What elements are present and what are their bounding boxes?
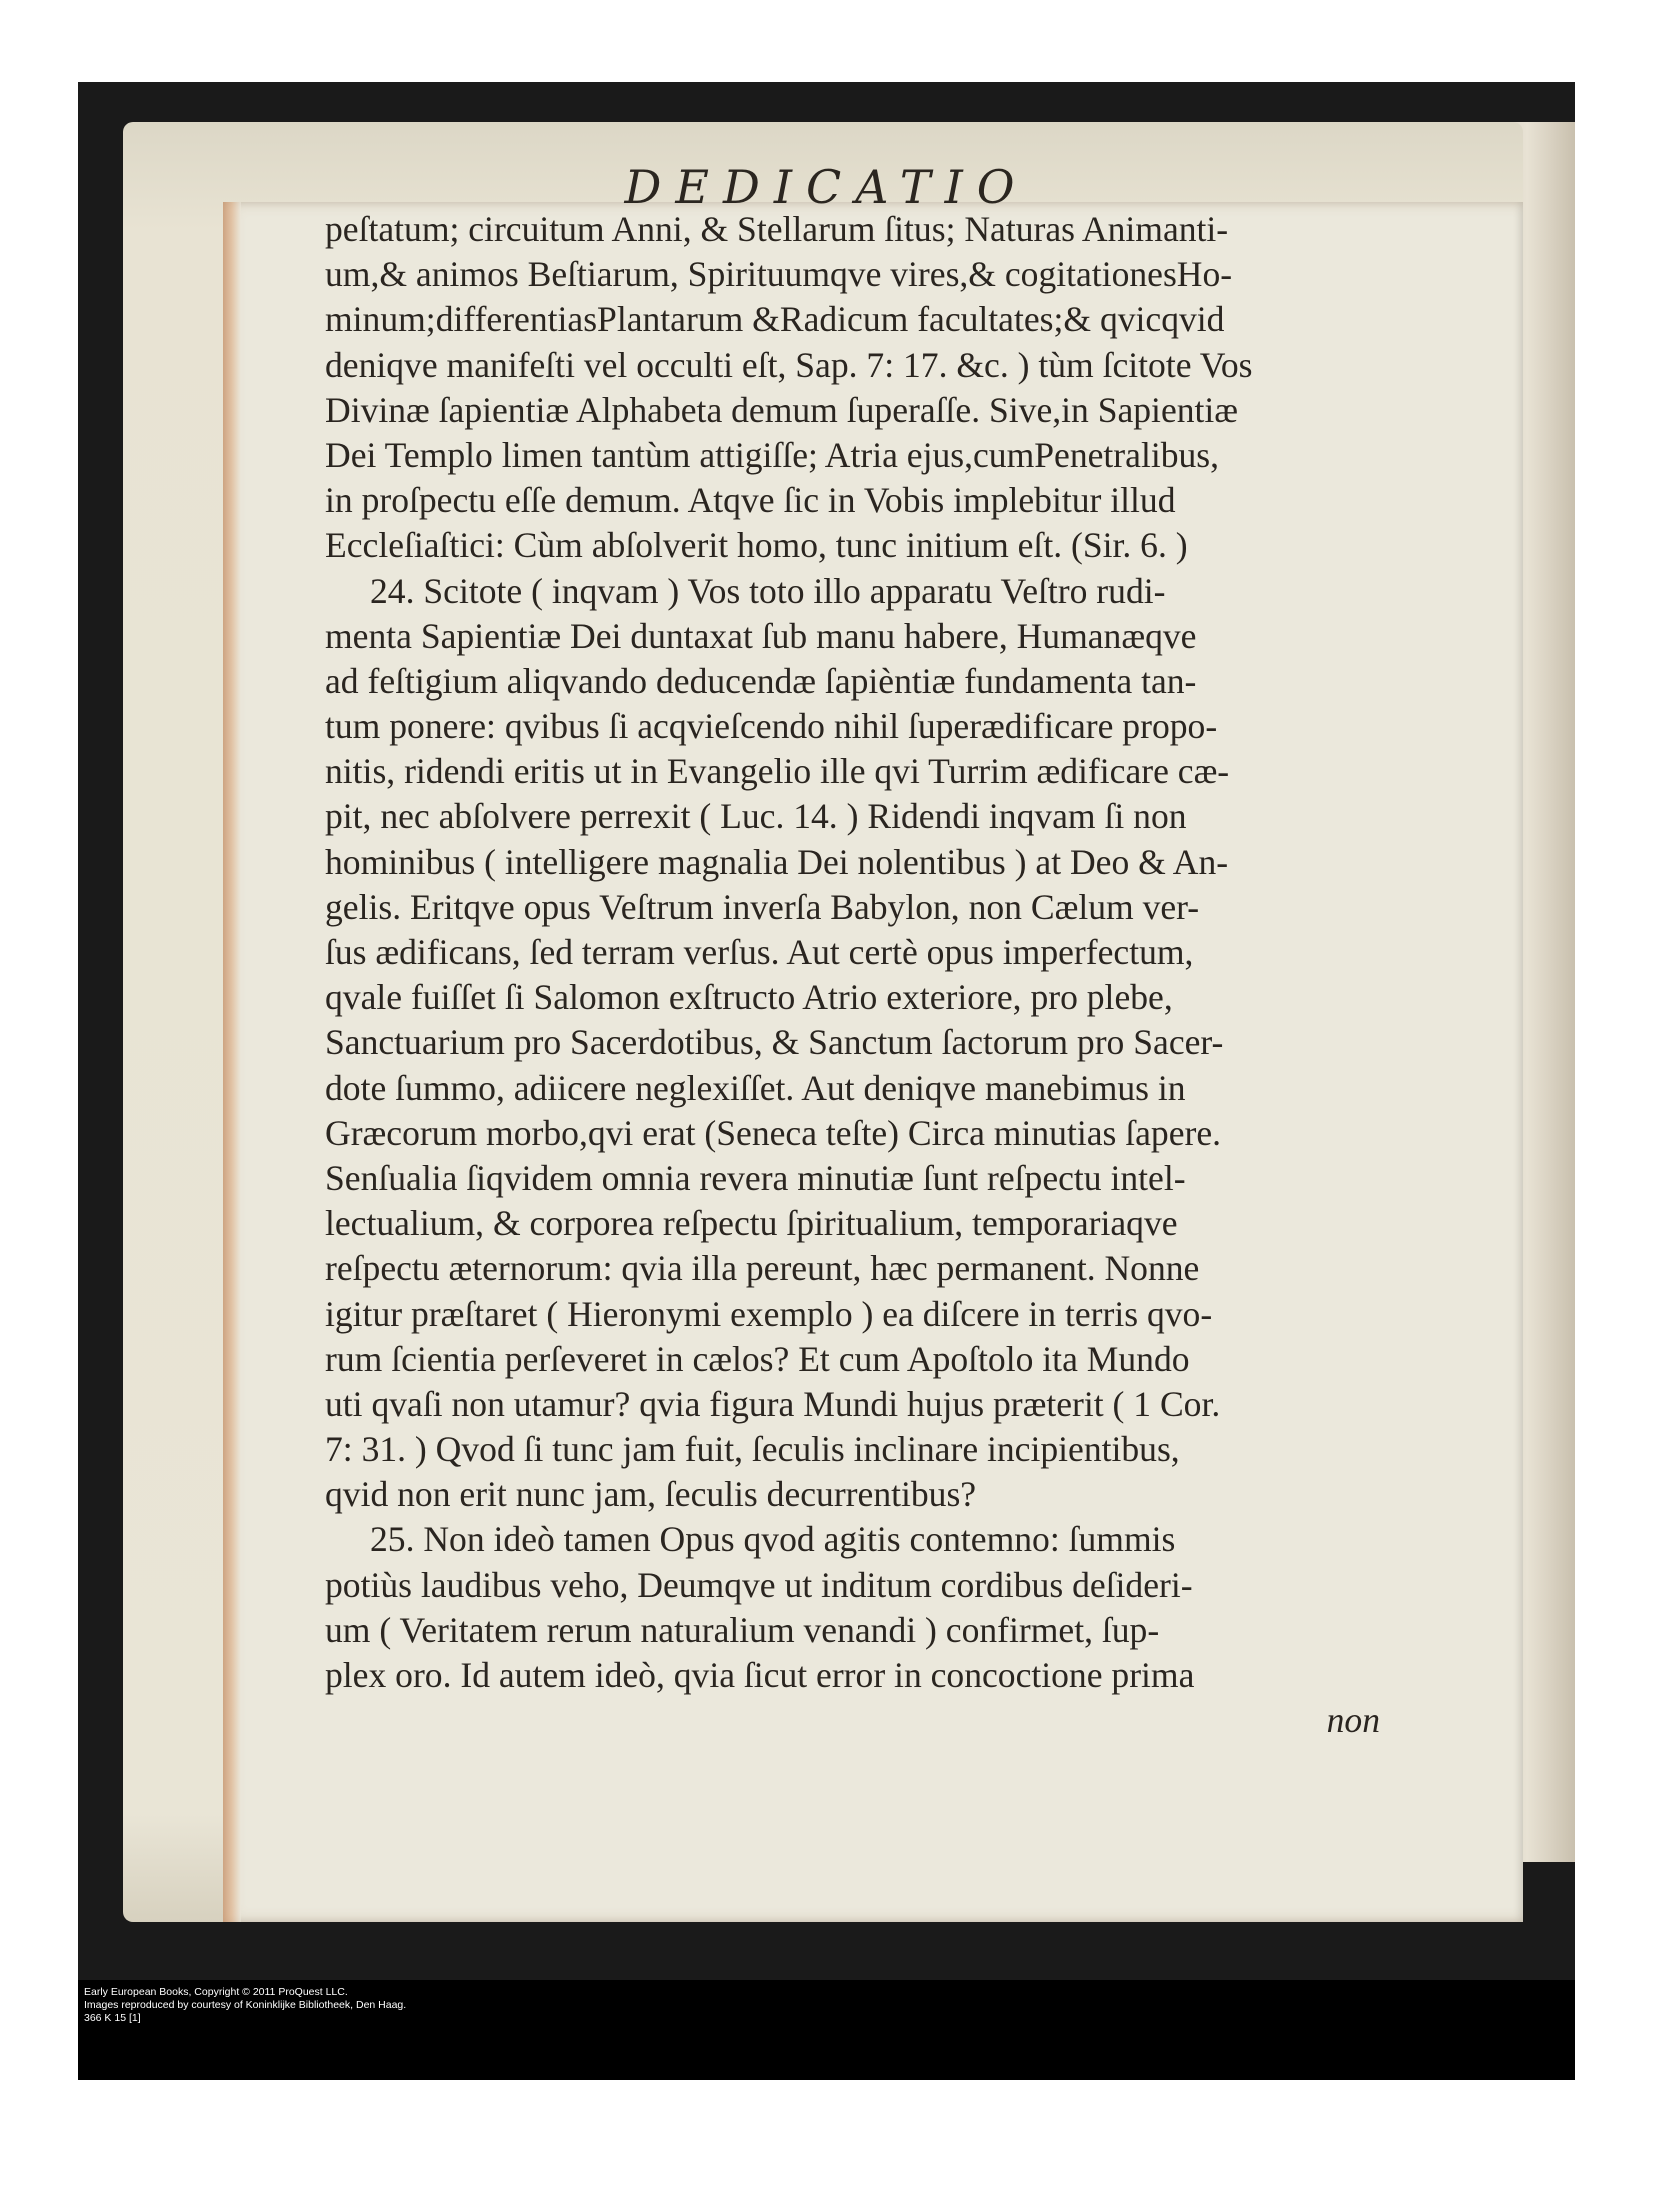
footer-line-2: Images reproduced by courtesy of Koninklijke Bibliotheek, Den Haag. bbox=[84, 1999, 407, 2011]
text-line: lectualium, & corporea reſpectu ſpiritualium, temporariaqve bbox=[325, 1203, 1178, 1244]
text-line: dote ſummo, adiicere neglexiſſet. Aut deniqve manebimus in bbox=[325, 1067, 1186, 1108]
text-line: Eccleſiaſtici: Cùm abſolverit homo, tunc initium eſt. (Sir. 6. ) bbox=[325, 525, 1188, 566]
text-line: qvale fuiſſet ſi Salomon exſtructo Atrio exteriore, pro plebe, bbox=[325, 977, 1173, 1018]
text-line: Sanctuarium pro Sacerdotibus, & Sanctum ſactorum pro Sacer- bbox=[325, 1022, 1224, 1063]
text-line: um,& animos Beſtiarum, Spirituumqve vires,& cogitationesHo- bbox=[325, 254, 1233, 295]
text-line: 25. Non ideò tamen Opus qvod agitis contemno: ſummis bbox=[370, 1519, 1176, 1560]
text-line: Senſualia ſiqvidem omnia revera minutiæ ſunt reſpectu intel- bbox=[325, 1157, 1186, 1198]
text-line: deniqve manifeſti vel occulti eſt, Sap. 7: 17. &c. ) tùm ſcitote Vos bbox=[325, 344, 1253, 385]
text-line: uti qvaſi non utamur? qvia figura Mundi hujus præterit ( 1 Cor. bbox=[325, 1383, 1221, 1424]
text-line: minum;differentiasPlantarum &Radicum facultates;& qvicqvid bbox=[325, 299, 1225, 340]
text-line: hominibus ( intelligere magnalia Dei nolentibus ) at Deo & An- bbox=[325, 841, 1229, 882]
text-line: um ( Veritatem rerum naturalium venandi ) confirmet, ſup- bbox=[325, 1609, 1160, 1650]
text-line: tum ponere: qvibus ſi acqvieſcendo nihil ſuperædificare propo- bbox=[325, 706, 1218, 747]
text-line: pit, nec abſolvere perrexit ( Luc. 14. ) Ridendi inqvam ſi non bbox=[325, 796, 1187, 837]
footer-line-1: Early European Books, Copyright © 2011 ProQuest LLC. bbox=[84, 1986, 348, 1998]
text-line: qvid non erit nunc jam, ſeculis decurrentibus? bbox=[325, 1474, 977, 1515]
text-line: potiùs laudibus veho, Deumqve ut inditum cordibus deſideri- bbox=[325, 1564, 1193, 1605]
body-text bbox=[325, 207, 1380, 1743]
text-line: plex oro. Id autem ideò, qvia ſicut error in concoctione prima bbox=[325, 1655, 1195, 1695]
text-line: ſus ædificans, ſed terram verſus. Aut certè opus imperfectum, bbox=[325, 932, 1194, 972]
text-line: rum ſcientia perſeveret in cælos? Et cum Apoſtolo ita Mundo bbox=[325, 1338, 1190, 1379]
text-line: 24. Scitote ( inqvam ) Vos toto illo apparatu Veſtro rudi- bbox=[370, 570, 1166, 611]
catchword: non bbox=[1326, 1700, 1380, 1741]
text-line: Divinæ ſapientiæ Alphabeta demum ſuperaſſe. Sive,in Sapientiæ bbox=[325, 389, 1239, 430]
text-line: igitur præſtaret ( Hieronymi exemplo ) ea diſcere in terris qvo- bbox=[325, 1293, 1213, 1334]
footer-line-3: 366 K 15 [1] bbox=[84, 2012, 141, 2024]
text-line: in proſpectu eſſe demum. Atqve ſic in Vobis implebitur illud bbox=[325, 480, 1176, 521]
text-line: 7: 31. ) Qvod ſi tunc jam fuit, ſeculis inclinare incipientibus, bbox=[325, 1429, 1180, 1470]
copyright-footer bbox=[78, 1980, 1575, 2080]
text-line: Dei Templo limen tantùm attigiſſe; Atria ejus,cumPenetralibus, bbox=[325, 434, 1220, 475]
text-line: reſpectu æternorum: qvia illa pereunt, hæc permanent. Nonne bbox=[325, 1248, 1200, 1289]
text-line: menta Sapientiæ Dei duntaxat ſub manu habere, Humanæqve bbox=[325, 615, 1197, 656]
text-line: Græcorum morbo,qvi erat (Seneca teſte) Circa minutias ſapere. bbox=[325, 1112, 1222, 1153]
page-gutter-stain bbox=[223, 202, 241, 1922]
text-line: ad feſtigium aliqvando deducendæ ſapièntiæ fundamenta tan- bbox=[325, 660, 1197, 701]
running-head: DEDICATIO bbox=[624, 160, 1029, 214]
text-line: nitis, ridendi eritis ut in Evangelio ille qvi Turrim ædificare cæ- bbox=[325, 751, 1230, 792]
text-line: gelis. Eritqve opus Veſtrum inverſa Babylon, non Cælum ver- bbox=[325, 886, 1200, 927]
text-line: peſtatum; circuitum Anni, & Stellarum ſitus; Naturas Animanti- bbox=[325, 209, 1229, 249]
